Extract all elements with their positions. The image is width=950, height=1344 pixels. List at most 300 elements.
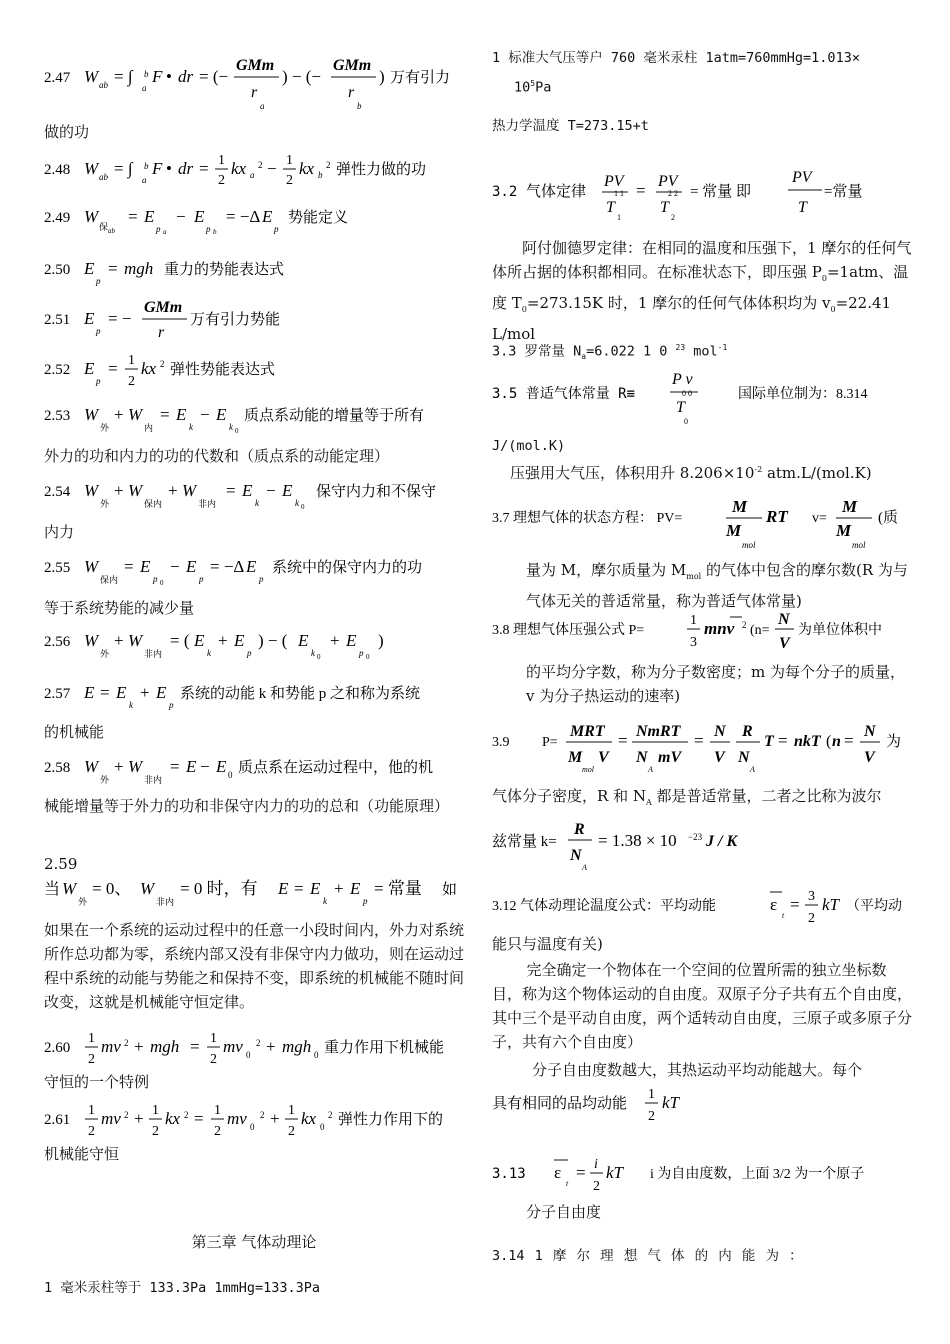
svg-text:R: R [574,821,585,838]
formula-3-13 [492,1150,912,1200]
svg-text:T: T [660,199,669,216]
svg-text:2.61: 2.61 [44,1112,71,1128]
svg-text:E: E [282,481,293,500]
svg-text:1: 1 [218,153,225,168]
svg-text:势能定义: 势能定义 [288,210,349,226]
svg-text:t: t [782,911,785,920]
svg-text:+: + [114,481,124,500]
svg-text:p: p [199,574,204,584]
svg-text:2.52: 2.52 [44,362,71,378]
svg-text:2: 2 [260,1110,265,1120]
eq-3-12-desc: 能只与温度有关) [492,935,603,953]
svg-text:+: + [218,631,228,650]
formula-2-51 [44,292,464,346]
svg-text:ε: ε [554,1163,562,1182]
svg-text:N: N [570,847,582,864]
svg-text:2: 2 [214,1124,221,1139]
svg-text:V: V [779,635,790,652]
svg-text:外: 外 [78,897,88,907]
svg-text:W: W [84,207,99,226]
svg-text:A: A [648,765,653,774]
svg-text:E: E [84,359,95,378]
svg-text:E: E [350,879,361,898]
formula-2-61 [44,1100,464,1146]
eq-2-55-desc: 等于系统势能的减少量 [44,599,195,617]
svg-text:GMm: GMm [333,57,372,74]
svg-text:−: − [266,481,276,500]
svg-text:p: p [259,574,264,584]
svg-text:E: E [298,631,309,650]
svg-text:3.12 气体动理论温度公式：平均动能: 3.12 气体动理论温度公式：平均动能 [492,899,716,914]
svg-text:ab: ab [108,227,115,235]
svg-text:M: M [842,497,858,516]
svg-text:3.13: 3.13 [492,1166,526,1182]
svg-text:E: E [144,207,155,226]
svg-text:kT: kT [662,1093,679,1112]
svg-text:1: 1 [152,1103,159,1118]
svg-text:1: 1 [286,153,293,168]
svg-text:v=: v= [812,511,827,526]
svg-text:保: 保 [99,222,109,232]
svg-text:=: = [199,159,209,178]
svg-text:保内: 保内 [100,575,119,585]
svg-text:M: M [836,521,852,540]
svg-text:2: 2 [184,1110,189,1120]
svg-text:+: + [330,631,340,650]
svg-text:0: 0 [366,653,370,661]
svg-text:3.9: 3.9 [492,735,510,750]
svg-text:2: 2 [124,1038,129,1048]
svg-text:E: E [346,631,357,650]
svg-text:a: a [163,228,167,236]
svg-text:系统中的保守内力的功: 系统中的保守内力的功 [272,560,423,576]
formula-2-53 [44,402,464,438]
svg-text:=: = [124,557,134,576]
formula-3-2 [492,160,912,224]
svg-text:GMm: GMm [236,57,275,74]
svg-text:E: E [176,405,187,424]
svg-text:p: p [169,700,174,710]
svg-text:) − (−: ) − (− [282,67,321,86]
svg-text:ε: ε [770,895,778,914]
svg-text:1: 1 [88,1031,95,1046]
svg-text:2.54: 2.54 [44,484,71,500]
svg-text:b: b [144,161,149,171]
svg-text:T: T [764,733,774,750]
svg-text:弹性势能表达式: 弹性势能表达式 [170,362,276,378]
svg-text:k: k [323,896,327,906]
formula-2-49 [44,202,464,242]
svg-text:mnv: mnv [704,619,735,638]
svg-text:p: p [96,276,101,286]
svg-text:r: r [348,84,355,101]
svg-text:0 0: 0 0 [682,389,692,398]
eq-3-5-unit: J/(mol.K) [492,438,566,454]
degrees-of-freedom: 完全确定一个物体在一个空间的位置所需的独立坐标数目，称为这个物体运动的自由度。双原子分子共有五个自由度，其中三个是平动自由度，两个适转动自由度，三原子或多原子分子，共有六个自由度） [492,961,913,1051]
svg-text:3: 3 [808,889,815,904]
svg-text:ab: ab [99,80,108,90]
formula-3-8 [492,608,912,658]
svg-text:如: 如 [442,882,458,898]
svg-text:外: 外 [100,775,110,785]
svg-text:外: 外 [100,423,110,433]
svg-text:k: k [311,648,315,658]
svg-text:kx: kx [231,159,247,178]
svg-text:2 2: 2 2 [668,189,678,198]
svg-text:0: 0 [246,1050,251,1060]
svg-text:2: 2 [218,173,225,188]
svg-text:重力作用下机械能: 重力作用下机械能 [324,1040,445,1056]
svg-text:E: E [216,757,227,776]
svg-text:P v: P v [672,371,693,388]
svg-text:=: = [100,683,110,702]
svg-text:2.58: 2.58 [44,760,71,776]
chapter-intro: 1 毫米汞柱等于 133.3Pa 1mmHg=133.3Pa [44,1280,321,1296]
svg-text:弹性力作用下的: 弹性力作用下的 [338,1112,444,1128]
svg-text:+: + [134,1109,144,1128]
svg-text:1: 1 [210,1031,217,1046]
svg-text:= −Δ: = −Δ [226,207,261,226]
svg-text:kT: kT [606,1163,623,1182]
svg-text:E: E [310,879,321,898]
svg-text:2.60: 2.60 [44,1040,71,1056]
svg-text:= −Δ: = −Δ [210,557,245,576]
eq-3-8-desc: 的平均分字数，称为分子数密度；m 为每个分子的质量，v 为分子热运动的速率) [526,663,905,705]
svg-text:为单位体积中: 为单位体积中 [798,623,882,638]
svg-text:J / K: J / K [706,833,738,850]
svg-text:W: W [84,631,99,650]
eq-3-7-desc: 量为 M，摩尔质量为 $M_{mol}$ 的气体中包含的摩尔数(R 为与气体无关的普适常量，称为普适气体常量) [526,561,908,610]
svg-text:N: N [738,749,750,766]
eq-3-13-desc: 分子自由度 [526,1203,602,1221]
svg-text:E: E [84,683,95,702]
svg-text:i: i [594,1157,598,1172]
svg-text:2.50: 2.50 [44,262,71,278]
svg-text:b: b [213,228,217,236]
svg-text:2: 2 [128,374,135,389]
dof-energy-line: 分子自由度数越大，其热运动平均动能越大。每个 [532,1061,863,1079]
svg-text:2: 2 [648,1109,655,1124]
svg-text:2.55: 2.55 [44,560,71,576]
svg-text:A: A [582,863,587,872]
svg-text:3: 3 [690,635,697,650]
svg-text:当: 当 [44,881,61,898]
svg-text:+: + [114,405,124,424]
svg-text:=: = [170,757,180,776]
svg-text:p: p [247,648,252,658]
svg-text:万有引力势能: 万有引力势能 [190,312,281,328]
svg-text:E: E [194,207,205,226]
svg-text:非内: 非内 [198,499,217,509]
svg-text:0: 0 [228,770,233,780]
svg-text:kx: kx [299,159,315,178]
svg-text:2.51: 2.51 [44,312,71,328]
svg-text:N: N [778,611,790,628]
svg-text:+: + [140,683,150,702]
eq-2-59-label: 2.59 [44,855,78,873]
svg-text:A: A [750,765,755,774]
svg-text:2: 2 [152,1124,159,1139]
svg-text:k: k [229,422,233,432]
svg-text:0: 0 [320,1122,325,1132]
svg-text:2.47: 2.47 [44,70,71,86]
formula-3-9-k [492,818,912,874]
svg-text:mol: mol [852,540,866,550]
svg-text:2: 2 [286,173,293,188]
svg-text:W: W [84,481,99,500]
svg-text:3.2: 3.2 [492,184,518,200]
svg-text:=: = [160,405,170,424]
svg-text:+: + [168,481,178,500]
formula-2-48 [44,148,464,198]
svg-text:E: E [216,405,227,424]
svg-text:−23: −23 [688,832,703,842]
svg-text:F: F [152,159,163,178]
svg-text:=: = [636,181,646,200]
svg-text:V: V [864,749,875,766]
svg-text:R: R [742,723,753,740]
svg-text:p: p [96,326,101,336]
svg-text:3.8 理想气体压强公式 P=: 3.8 理想气体压强公式 P= [492,623,645,638]
formula-2-56 [44,628,464,664]
svg-text:a: a [142,83,147,93]
formula-2-58 [44,754,464,790]
svg-text:p: p [96,376,101,386]
svg-text:mgh: mgh [150,1037,180,1056]
formula-3-9 [492,716,912,780]
svg-text:kx: kx [165,1109,181,1128]
formula-3-5 [492,366,912,430]
svg-text:2: 2 [124,1110,129,1120]
svg-text:= −: = − [108,309,132,328]
svg-text:kT: kT [822,895,839,914]
svg-text:2: 2 [288,1124,295,1139]
svg-text:=: = [618,731,628,750]
svg-text:内: 内 [144,423,154,433]
svg-text:+: + [270,1109,280,1128]
svg-text:mol: mol [742,540,756,550]
svg-text:•: • [166,67,172,86]
svg-text:W: W [84,67,99,86]
svg-text:k: k [129,700,133,710]
svg-text:+: + [134,1037,144,1056]
svg-text:1: 1 [88,1103,95,1118]
svg-text:mgh: mgh [282,1037,312,1056]
svg-text:M: M [726,521,742,540]
svg-text:=常量: =常量 [824,184,863,200]
svg-text:E: E [242,481,253,500]
svg-text:1: 1 [690,613,697,628]
svg-text:W: W [84,557,99,576]
svg-text:E: E [194,631,205,650]
svg-text:0: 0 [301,503,305,511]
svg-text:W: W [84,159,99,178]
svg-text:E: E [140,557,151,576]
formula-2-50 [44,256,464,290]
svg-text:−: − [200,757,210,776]
thermo-temp: 热力学温度 T=273.15+t [492,118,649,134]
svg-text:V: V [714,749,725,766]
formula-dof [492,1082,912,1128]
svg-text:E: E [262,207,273,226]
svg-text:mv: mv [101,1037,121,1056]
svg-text:W: W [84,757,99,776]
svg-text:•: • [166,159,172,178]
svg-text:E: E [186,757,197,776]
svg-text:W: W [182,481,197,500]
svg-text:+: + [266,1037,276,1056]
formula-3-7 [492,492,912,556]
eq-2-47-desc: 做的功 [44,123,90,141]
svg-text:=: = [790,895,800,914]
formula-3-12 [492,882,912,932]
svg-text:E: E [186,557,197,576]
svg-text:非内: 非内 [156,897,175,907]
eq-3-3: 3.3 罗常量 $N_a=6.022$ 1 0 $^{23}$ mol$^{-1}$ [492,343,728,362]
svg-text:t: t [566,1179,569,1188]
svg-text:0: 0 [235,427,239,435]
svg-text:kx: kx [141,359,157,378]
svg-text:质点系动能的增量等于所有: 质点系动能的增量等于所有 [244,408,425,424]
svg-text:= 0、: = 0、 [92,879,132,898]
svg-text:V: V [598,749,609,766]
svg-text:=: = [778,731,788,750]
svg-text:=: = [694,731,704,750]
svg-text:3.7 理想气体的状态方程： PV=: 3.7 理想气体的状态方程： PV= [492,511,683,526]
svg-text:2: 2 [742,620,747,630]
svg-text:r: r [158,324,165,341]
svg-text:2: 2 [326,160,331,170]
eq-2-59-desc: 如果在一个系统的运动过程中的任意一小段时间内，外力对系统所作总功都为零，系统内部又没有非保守内力做功，则在运动过程中系统的动能与势能之和保持不变，即系统的机械能不随时间改变，这就是机械能守恒定律。 [44,921,465,1011]
svg-text:2: 2 [593,1179,600,1194]
avogadro-law: 阿付伽德罗定律：在相同的温度和压强下，1 摩尔的任何气体所占据的体积都相同。在标准状态下，即压强 $P_0=1atm$、温度 $T_0=273.15K$ 时，1 摩尔的任何气体体积均为 $v_0=22.41$ L/mol [492,239,912,343]
svg-text:0: 0 [684,417,688,426]
svg-text:+: + [114,757,124,776]
svg-text:W: W [128,757,143,776]
svg-text:−: − [176,207,186,226]
svg-text:k: k [295,498,299,508]
svg-text:W: W [128,631,143,650]
svg-text:a: a [142,175,147,185]
svg-text:−: − [170,557,180,576]
svg-text:2: 2 [210,1052,217,1067]
svg-text:W: W [128,481,143,500]
svg-text:p: p [153,574,158,584]
formula-2-47 [44,52,464,124]
svg-text:p: p [206,224,211,234]
svg-text:RT: RT [766,507,788,526]
svg-text:−: − [267,159,277,178]
svg-text:GMm: GMm [144,299,183,316]
svg-text:重力的势能表达式: 重力的势能表达式 [164,262,285,278]
svg-text:kx: kx [301,1109,317,1128]
svg-text:E: E [246,557,257,576]
svg-text:N: N [714,723,726,740]
svg-text:外: 外 [100,649,110,659]
svg-text:mv: mv [223,1037,243,1056]
svg-text:= 常量: = 常量 [374,879,422,898]
svg-text:mol: mol [582,765,594,774]
svg-text:p: p [363,896,368,906]
svg-text:b: b [318,170,323,180]
svg-text:= ∫: = ∫ [114,159,133,178]
svg-text:= 0 时，有: = 0 时，有 [180,879,258,898]
eq-2-54-desc: 内力 [44,523,75,541]
eq-3-9-desc: 气体分子密度，R 和 $N_A$ 都是普适常量，二者之比称为波尔 [492,787,882,807]
svg-text:= ∫: = ∫ [114,67,133,86]
svg-text:+: + [334,879,344,898]
atm-line: 1 标准大气压等户 760 毫米汞柱 1atm=760mmHg=1.013× [492,50,860,66]
svg-text:N: N [864,723,876,740]
svg-text:= 常量 即: = 常量 即 [690,184,751,200]
svg-text:E: E [278,879,289,898]
svg-text:=: = [128,207,138,226]
svg-text:2: 2 [671,213,675,222]
svg-text:2: 2 [256,1038,261,1048]
svg-text:T: T [798,199,807,216]
svg-text:= 1.38 × 10: = 1.38 × 10 [598,831,677,850]
svg-text:E: E [84,259,95,278]
svg-text:T: T [606,199,615,216]
svg-text:W: W [140,879,155,898]
svg-text:兹常量 k=: 兹常量 k= [492,834,557,850]
svg-text:=: = [194,1109,204,1128]
svg-text:N: N [636,749,648,766]
svg-text:=: = [294,879,304,898]
svg-text:=: = [226,481,236,500]
svg-text:) − (: ) − ( [258,631,288,650]
svg-text:具有相同的品均动能: 具有相同的品均动能 [492,1096,628,1112]
svg-text:r: r [251,84,258,101]
svg-text:保守内力和不保守: 保守内力和不保守 [316,484,437,500]
svg-text:mgh: mgh [124,259,154,278]
svg-text:M: M [732,497,748,516]
svg-text:M: M [568,749,583,766]
svg-text:3.5 普适气体常量 R≡: 3.5 普适气体常量 R≡ [492,386,636,402]
svg-text:W: W [84,405,99,424]
eq-2-58-desc: 械能增量等于外力的功和非保守内力的功的总和（功能原理） [44,797,450,815]
svg-text:=: = [844,731,854,750]
svg-text:n: n [832,733,841,750]
svg-text:2.53: 2.53 [44,408,71,424]
svg-text:PV: PV [604,173,624,190]
svg-text:= (: = ( [170,631,190,650]
svg-text:气体定律: 气体定律 [526,184,587,200]
svg-text:2: 2 [160,359,165,369]
svg-text:2: 2 [88,1052,95,1067]
svg-text:dr: dr [178,159,194,178]
svg-text:T: T [676,399,685,416]
svg-text:p: p [359,648,364,658]
svg-text:2.49: 2.49 [44,210,71,226]
svg-text:0: 0 [317,653,321,661]
svg-text:1: 1 [214,1103,221,1118]
svg-text:E: E [156,683,167,702]
svg-text:国际单位制为：8.314: 国际单位制为：8.314 [738,387,868,402]
svg-text:p: p [274,224,279,234]
eq-3-5-atm: 压强用大气压，体积用升 $8.206\times 10^{-2}$ atm.L/(mol.K) [510,464,872,482]
svg-text:2: 2 [808,911,815,926]
svg-text:1 1: 1 1 [614,189,624,198]
svg-text:2: 2 [258,160,263,170]
svg-text:万有引力: 万有引力 [390,70,451,86]
svg-text:F: F [152,67,163,86]
formula-2-59 [44,876,464,912]
svg-text:a: a [250,170,255,180]
svg-text:（平均动: （平均动 [846,899,902,914]
svg-text:= (−: = (− [199,67,229,86]
svg-text:2.48: 2.48 [44,162,71,178]
